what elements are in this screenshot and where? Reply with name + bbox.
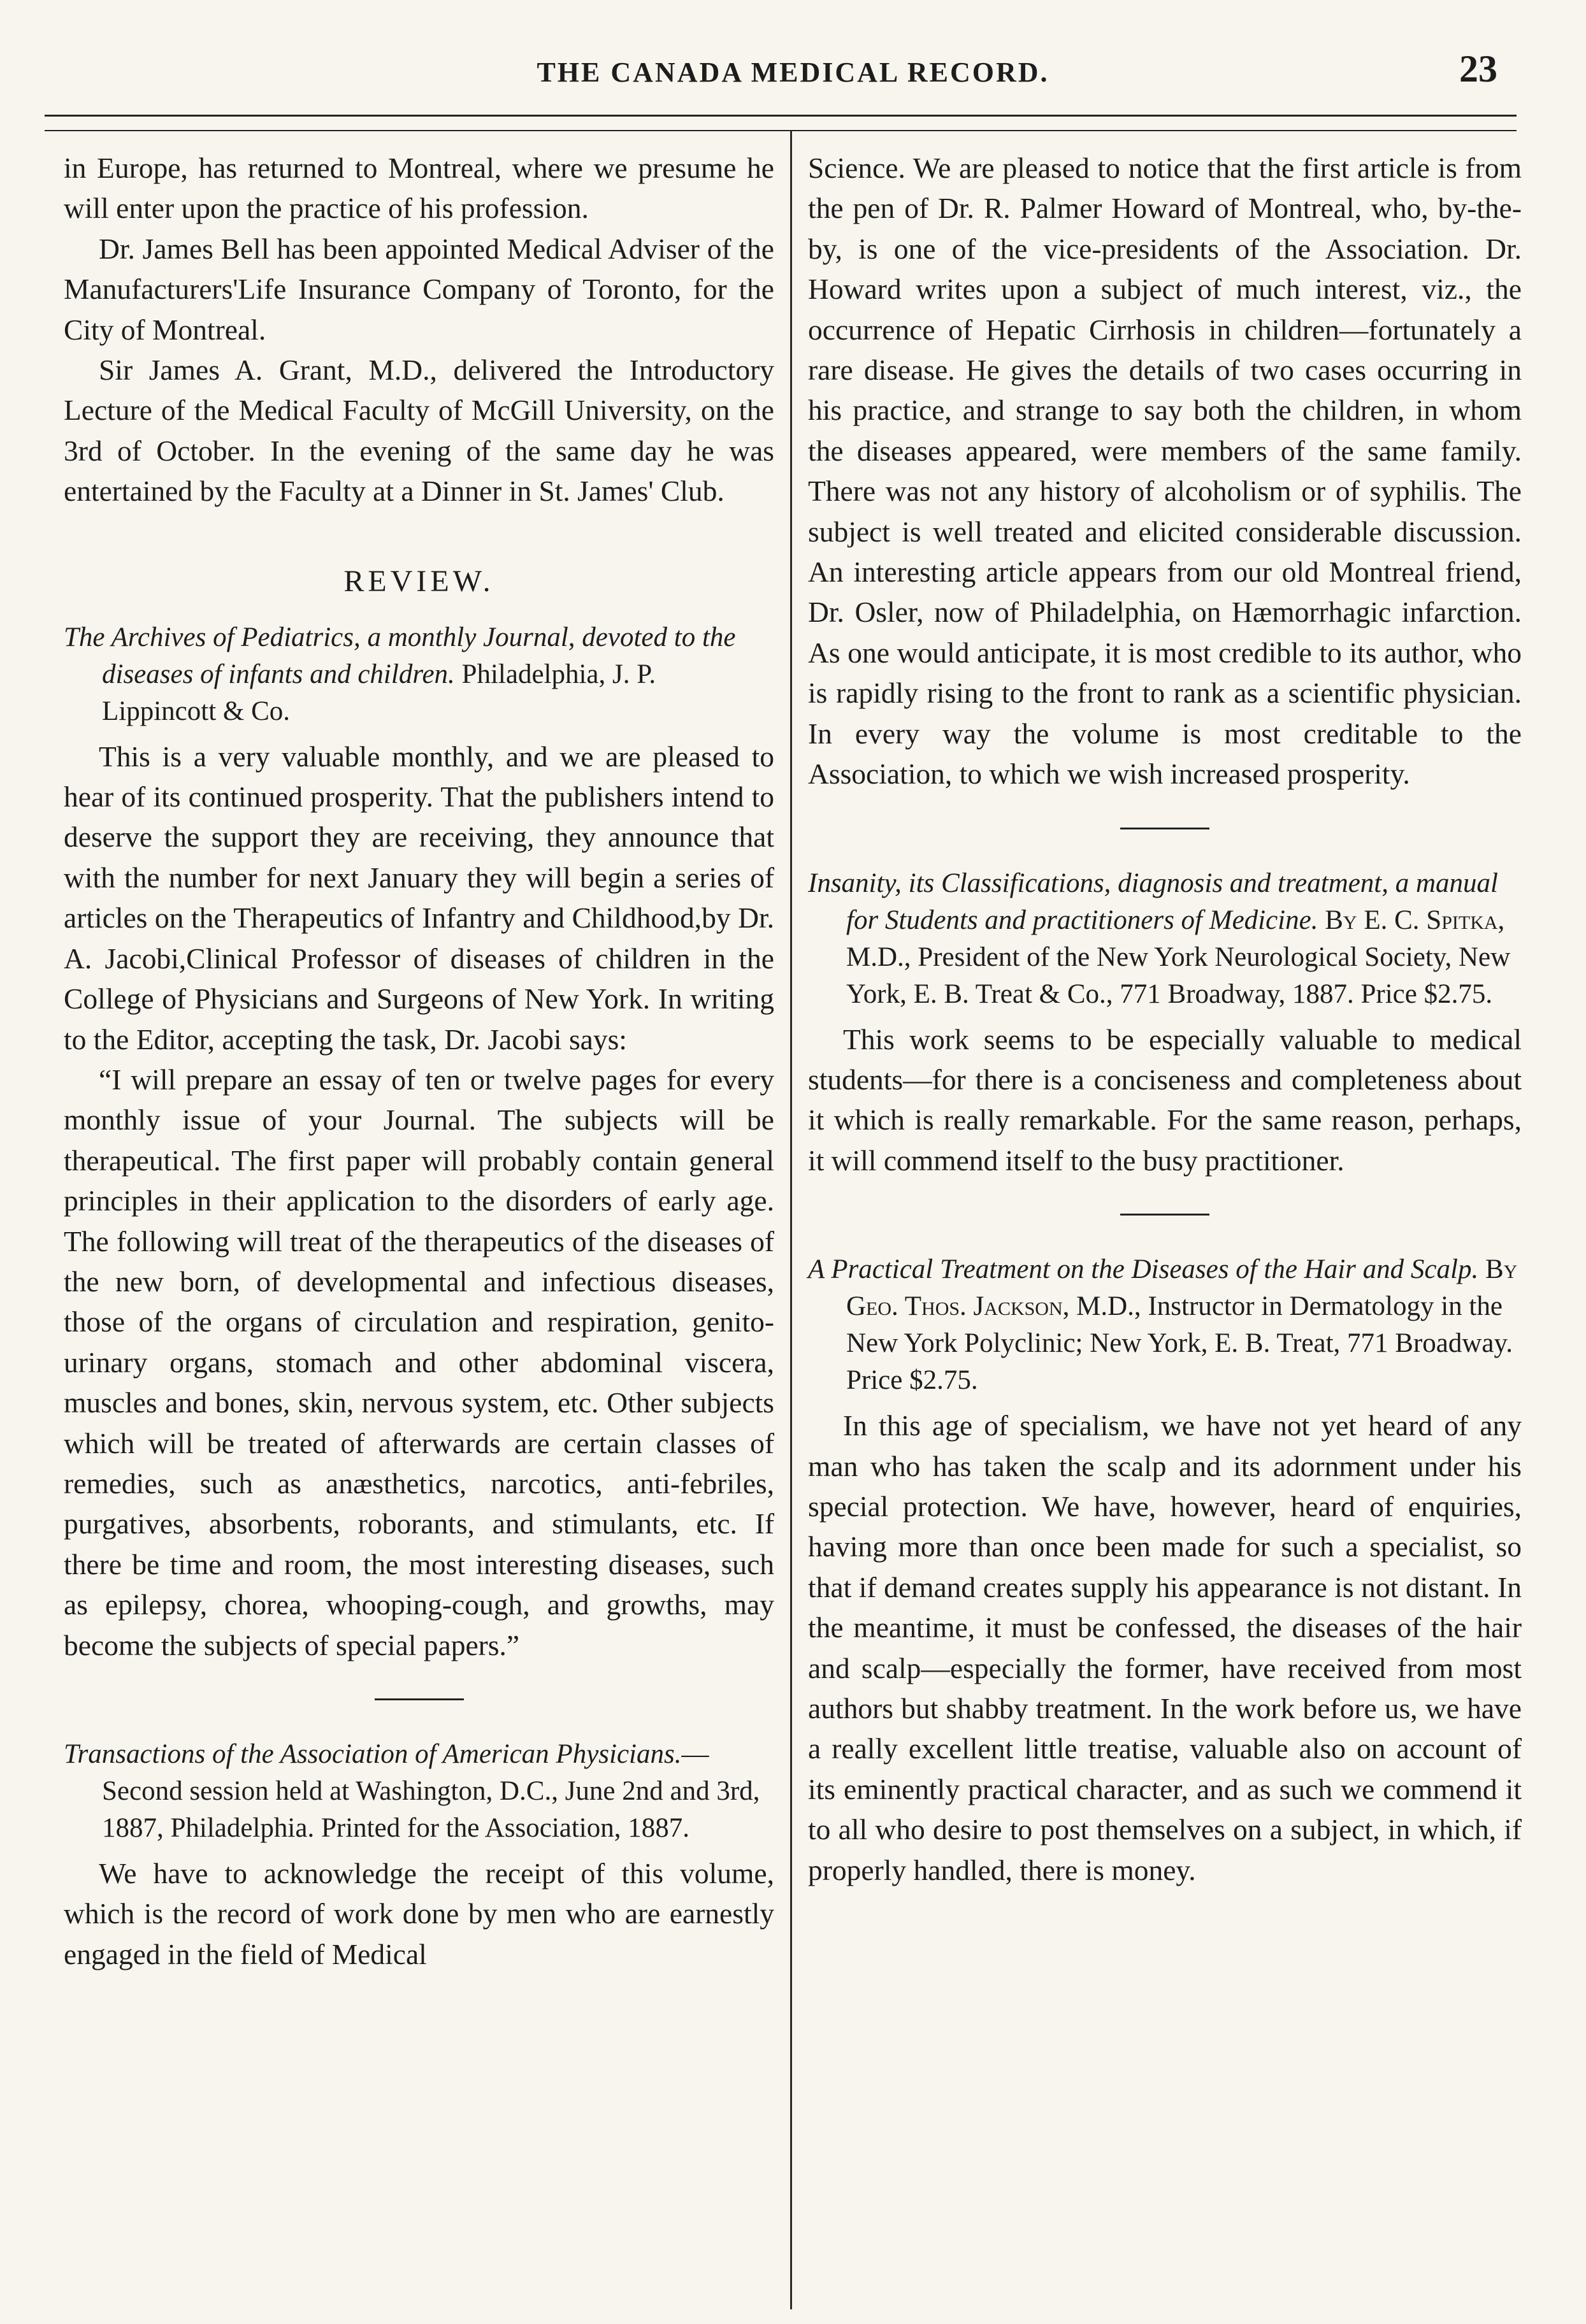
citation-title: The Archives of Pediatrics, a monthly Journal, devoted to the diseases of infants and children. [64,622,736,689]
citation-publisher: Philadelphia, J. P. Lippincott & Co. [102,659,656,726]
left-column [64,148,774,1974]
review-citation [808,865,1522,1013]
review-citation [64,619,774,730]
paragraph: Sir James A. Grant, M.D., delivered the Introductory Lecture of the Medical Faculty of McGill University, on the 3rd of October. In the evening of the same day he was entertained by the Faculty at a Dinner in St. James' Club. [64,354,774,508]
review-body: In this age of specialism, we have not yet heard of any man who has taken the scalp and its adornment under his special protection. We have, however, heard of enquiries, having more than once been made for such a specialist, so that if demand creates supply his appearance is not distant. In the meantime, it must be confessed, the diseases of the hair and scalp—especially the former, have received from most authors but shabby treatment. In the work before us, we have a really excellent little treatise, valuable also on account of its eminently practical character, and as such we commend it to all who desire to post themselves on a subject, in which, if properly handled, there is money. [808,1409,1522,1886]
citation-author: By Geo. Thos. Jackson, M.D., [846,1254,1518,1322]
citation-title: Insanity, its Classifications, diagnosis and treatment, a manual for Students and practitioners of Medicine. [808,868,1498,935]
review-citation [808,1251,1522,1399]
separator-rule [375,1698,464,1700]
section-title: REVIEW. [343,564,494,598]
right-column [808,148,1522,1890]
review-citation [64,1736,774,1847]
paragraph: Dr. James Bell has been appointed Medical Adviser of the Manufacturers'Life Insurance Company of Toronto, for the City of Montreal. [64,232,774,346]
citation-details: Instructor in Dermatology in the New York Polyclinic; New York, E. B. Treat, 771 Broadway. Price $2.75. [846,1291,1513,1396]
paragraph: in Europe, has returned to Montreal, where we presume he will enter upon the practice of his profession. [64,152,774,225]
citation-details: —Second session held at Washington, D.C., June 2nd and 3rd, 1887, Philadelphia. Printed for the Association, 1887. [102,1739,760,1843]
separator-rule [1120,1214,1209,1216]
journal-title: THE CANADA MEDICAL RECORD. [537,57,1049,88]
citation-title: A Practical Treatment on the Diseases of the Hair and Scalp. [808,1254,1479,1285]
review-body: This is a very valuable monthly, and we are pleased to hear of its continued prosperity. That the publishers intend to deserve the support they are receiving, they announce that with the number for next January they will begin a series of articles on the Therapeutics of Infantry and Childhood,by Dr. A. Jacobi,Clinical Professor of diseases of children in the College of Physicians and Surgeons of New York. In writing to the Editor, accepting the task, Dr. Jacobi says: [64,740,774,1056]
review-body: We have to acknowledge the receipt of this volume, which is the record of work done by men who are earnestly engaged in the field of Medical [64,1857,774,1970]
review-quote: “I will prepare an essay of ten or twelve pages for every monthly issue of your Journal. The subjects will be therapeutical. The first paper will probably contain general principles in their application to the disorders of early age. The following will treat of the therapeutics of the diseases of the new born, of developmental and infectious diseases, those of the organs of circulation and respiration, genito-urinary organs, stomach and other abdominal viscera, muscles and bones, skin, nervous system, etc. Other subjects which will be treated of afterwards are certain classes of remedies, such as anæsthetics, narcotics, anti-febriles, purgatives, absorbents, roborants, and stimulants, etc. If there be time and room, the most interesting diseases, such as epilepsy, chorea, whooping-cough, and growths, may become the subjects of special papers.” [64,1063,774,1661]
citation-details: President of the New York Neurological Society, New York, E. B. Treat & Co., 771 Broadway, 1887. Price $2.75. [846,942,1511,1009]
citation-title: Transactions of the Association of American Physicians. [64,1739,682,1769]
page-number: 23 [1459,48,1497,90]
review-body-continued: Science. We are pleased to notice that the first article is from the pen of Dr. R. Palmer Howard of Montreal, who, by-the-by, is one of the vice-presidents of the Association. Dr. Howard writes upon a subject of much interest, viz., the occurrence of Hepatic Cirrhosis in children—fortunately a rare disease. He gives the details of two cases occurring in his practice, and strange to say both the children, in whom the diseases appeared, were members of the same family. There was not any history of alcoholism or of syphilis. The subject is well treated and elicited considerable discussion. An interesting article appears from our old Montreal friend, Dr. Osler, now of Philadelphia, on Hæmorrhagic infarction. As one would anticipate, it is most credible to its author, who is rapidly rising to the front to rank as a scientific physician. In every way the volume is most creditable to the Association, to which we wish increased prosperity. [808,152,1522,791]
review-body: This work seems to be especially valuable to medical students—for there is a conciseness and completeness about it which is really remarkable. For the same reason, perhaps, it will commend itself to the busy practitioner. [808,1022,1522,1177]
page-header [0,45,1586,102]
citation-author: By E. C. Spitka, M.D., [846,905,1505,972]
header-rule [45,115,1517,117]
header-rule-secondary [45,130,1517,131]
separator-rule [1120,828,1209,829]
column-divider [790,131,792,2309]
